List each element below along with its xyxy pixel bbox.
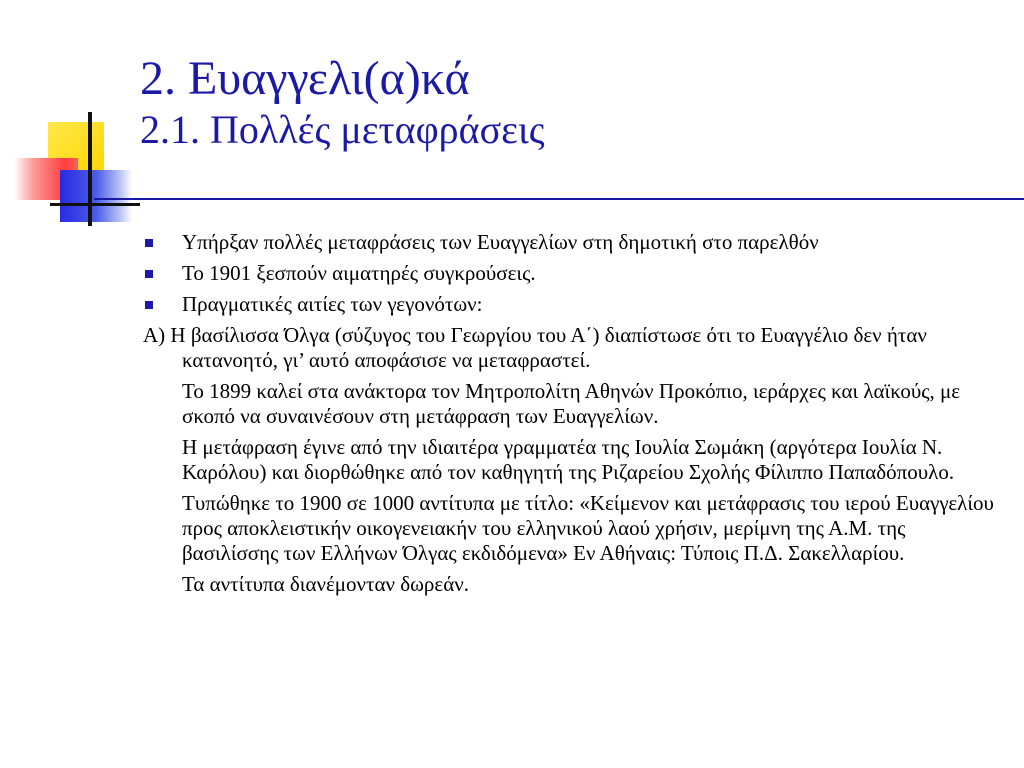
title-divider: [94, 198, 1024, 200]
logo-blue-block: [60, 170, 132, 222]
indented-paragraph: Τυπώθηκε το 1900 σε 1000 αντίτυπα με τίτλο: «Κείμενον και μετάφρασις του ιερού Ευαγγελίου προς αποκλειστικήν οικογενειακήν του ελληνικού λαού χρήσιν, μερίμνη της Α.Μ. της βασιλίσσης των Ελλήνων Όλγας εκδιδόμενα» Εν Αθήναις: Τύποις Π.Δ. Σακελλαρίου.: [182, 491, 994, 565]
slide-body: [143, 230, 1003, 603]
square-bullet-icon: [145, 239, 153, 247]
bullet-text: Πραγματικές αιτίες των γεγονότων:: [182, 292, 483, 316]
logo-vertical-line: [88, 112, 92, 226]
indented-paragraph: Τα αντίτυπα διανέμονταν δωρεάν.: [182, 572, 469, 596]
corner-logo-graphic: [0, 0, 150, 240]
slide-title: [140, 52, 1000, 154]
bullet-text: Το 1901 ξεσπούν αιματηρές συγκρούσεις.: [182, 261, 536, 285]
title-line-1: 2. Ευαγγελι(α)κά: [140, 52, 470, 105]
square-bullet-icon: [145, 301, 153, 309]
paragraph-a: Α) Η βασίλισσα Όλγα (σύζυγος του Γεωργίου του Α΄) διαπίστωσε ότι το Ευαγγέλιο δεν ήταν κατανοητό, γι’ αυτό αποφάσισε να μεταφραστεί.: [143, 323, 927, 372]
logo-horizontal-line: [50, 203, 140, 206]
indented-paragraph: Η μετάφραση έγινε από την ιδιαιτέρα γραμματέα της Ιουλία Σωμάκη (αργότερα Ιουλία Ν. Καρόλου) και διορθώθηκε από τον καθηγητή της Ριζαρείου Σχολής Φίλιππο Παπαδόπουλο.: [182, 435, 955, 484]
indented-paragraph: Το 1899 καλεί στα ανάκτορα τον Μητροπολίτη Αθηνών Προκόπιο, ιεράρχες και λαϊκούς, με σκοπό να συναινέσουν στη μετάφραση των Ευαγγελίων.: [182, 379, 961, 428]
bullet-item: [143, 261, 1003, 286]
bullet-text: Υπήρξαν πολλές μεταφράσεις των Ευαγγελίων στη δημοτική στο παρελθόν: [182, 230, 819, 254]
title-line-2: 2.1. Πολλές μεταφράσεις: [140, 107, 545, 152]
bullet-item: [143, 230, 1003, 255]
square-bullet-icon: [145, 270, 153, 278]
bullet-item: [143, 292, 1003, 317]
